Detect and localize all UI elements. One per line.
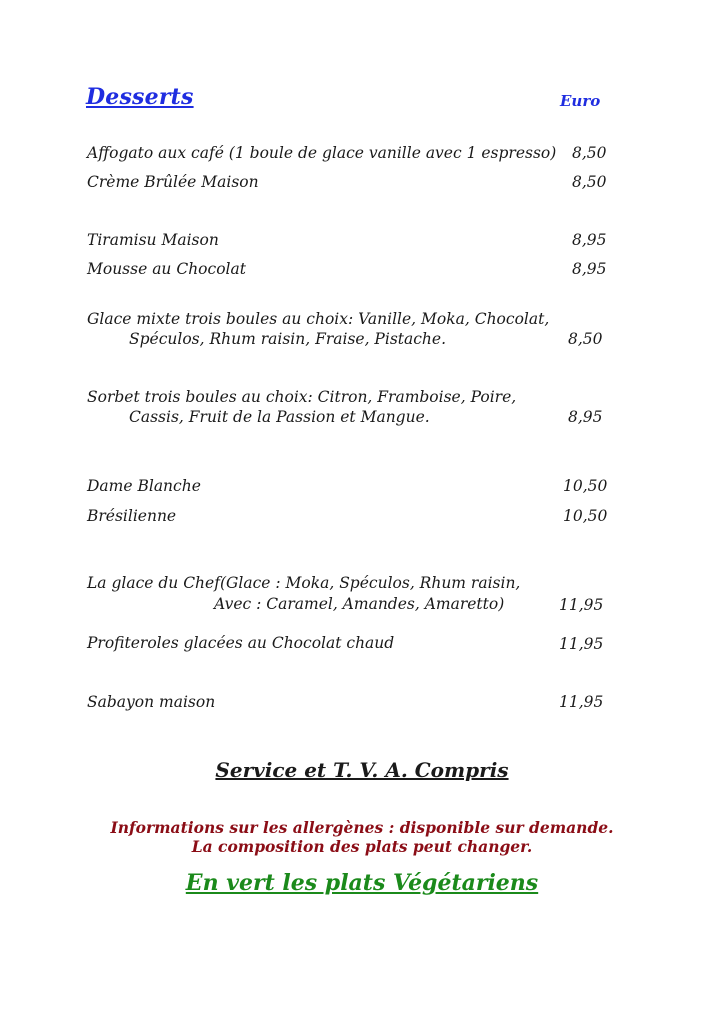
menu-item-detail: Spéculos, Rhum raisin, Fraise, Pistache. [129, 330, 447, 348]
menu-item-name: La glace du Chef(Glace : Moka, Spéculos, Rhum raisin, [87, 574, 521, 592]
menu-item-price: 8,95 [568, 408, 603, 426]
composition-note: La composition des plats peut changer. [191, 837, 533, 856]
menu-item-name: Tiramisu Maison [87, 231, 219, 249]
allergen-info: Informations sur les allergènes : disponible sur demande. [110, 818, 614, 837]
menu-item-price: 8,50 [572, 173, 607, 191]
menu-item-price: 8,95 [572, 231, 607, 249]
menu-item-name: Sorbet trois boules au choix: Citron, Framboise, Poire, [87, 388, 517, 406]
menu-item-name: Glace mixte trois boules au choix: Vanille, Moka, Chocolat, [87, 310, 550, 328]
menu-item-price: 8,50 [568, 330, 603, 348]
menu-item-price: 8,50 [572, 144, 607, 162]
menu-item-name: Affogato aux café (1 boule de glace vanille avec 1 espresso) [87, 144, 557, 162]
menu-item-price: 10,50 [563, 507, 608, 525]
menu-item-name: Profiteroles glacées au Chocolat chaud [87, 634, 395, 652]
menu-item-name: Sabayon maison [87, 693, 216, 711]
menu-item-name: Mousse au Chocolat [87, 260, 246, 278]
menu-item-price: 8,95 [572, 260, 607, 278]
menu-item-price: 11,95 [559, 693, 604, 711]
currency-label: Euro [560, 92, 601, 110]
menu-item-name: Dame Blanche [87, 477, 201, 495]
menu-item-price: 10,50 [563, 477, 608, 495]
menu-section-title: Desserts [86, 84, 194, 110]
menu-item-detail: Cassis, Fruit de la Passion et Mangue. [129, 408, 430, 426]
menu-item-detail: Avec : Caramel, Amandes, Amaretto) [214, 595, 505, 613]
service-note: Service et T. V. A. Compris [215, 758, 509, 782]
vegetarian-note: En vert les plats Végétariens [185, 870, 539, 896]
menu-item-price: 11,95 [559, 596, 604, 614]
menu-item-name: Crème Brûlée Maison [87, 173, 259, 191]
menu-item-name: Brésilienne [87, 507, 177, 525]
menu-item-price: 11,95 [559, 635, 604, 653]
